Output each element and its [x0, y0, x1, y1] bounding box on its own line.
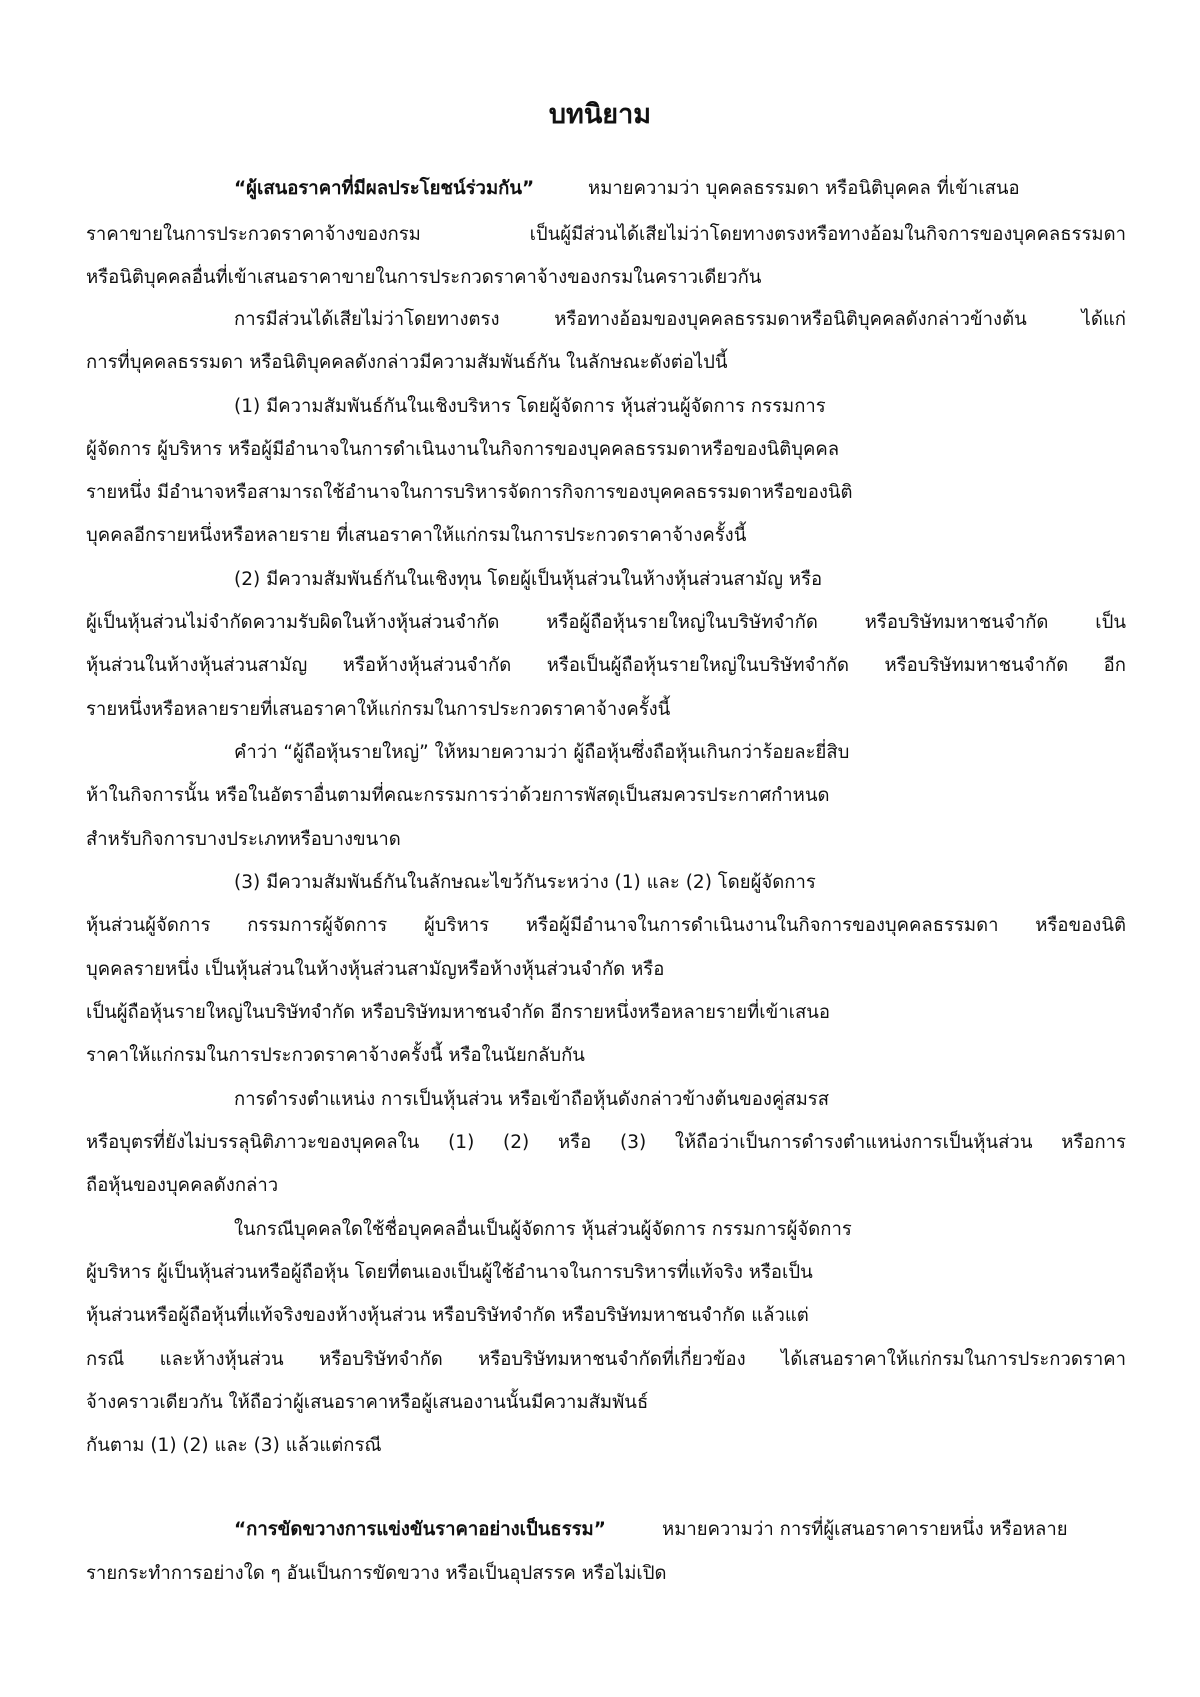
paragraph-line: ราคาให้แก่กรมในการประกวดราคาจ้างครั้งนี้ หรือในนัยกลับกัน: [86, 1045, 585, 1066]
paragraph-line: ราคาขายในการประกวดราคาจ้างของกรม เป็นผู้มีส่วนได้เสียไม่ว่าโดยทางตรงหรือทางอ้อมในกิจการของบุคคลธรรมดา: [86, 224, 1126, 245]
paragraph-line: คำว่า “ผู้ถือหุ้นรายใหญ่” ให้หมายความว่า ผู้ถือหุ้นซึ่งถือหุ้นเกินกว่าร้อยละยี่สิบ: [234, 742, 850, 763]
paragraph-line: (1) มีความสัมพันธ์กันในเชิงบริหาร โดยผู้จัดการ หุ้นส่วนผู้จัดการ กรรมการ: [234, 396, 826, 417]
paragraph-line: ผู้เป็นหุ้นส่วนไม่จำกัดความรับผิดในห้างหุ้นส่วนจำกัด หรือผู้ถือหุ้นรายใหญ่ในบริษัทจำกัด หรือบริษัทมหาชนจำกัด เป็น: [86, 612, 1126, 633]
paragraph-line: เป็นผู้ถือหุ้นรายใหญ่ในบริษัทจำกัด หรือบริษัทมหาชนจำกัด อีกรายหนึ่งหรือหลายรายที่เข้าเสนอ: [86, 1002, 830, 1023]
term-joint-interest-bidder: “ผู้เสนอราคาที่มีผลประโยชน์ร่วมกัน”: [234, 178, 535, 199]
paragraph-line: กันตาม (1) (2) และ (3) แล้วแต่กรณี: [86, 1435, 382, 1456]
paragraph-line: ในกรณีบุคคลใดใช้ชื่อบุคคลอื่นเป็นผู้จัดการ หุ้นส่วนผู้จัดการ กรรมการผู้จัดการ: [234, 1219, 852, 1240]
paragraph-line: รายหนึ่ง มีอำนาจหรือสามารถใช้อำนาจในการบริหารจัดการกิจการของบุคคลธรรมดาหรือของนิติ: [86, 482, 853, 503]
paragraph-line: หรือนิติบุคคลอื่นที่เข้าเสนอราคาขายในการประกวดราคาจ้างของกรมในคราวเดียวกัน: [86, 267, 762, 288]
paragraph-line: การที่บุคคลธรรมดา หรือนิติบุคคลดังกล่าวมีความสัมพันธ์กัน ในลักษณะดังต่อไปนี้: [86, 352, 728, 373]
paragraph-line: หุ้นส่วนหรือผู้ถือหุ้นที่แท้จริงของห้างหุ้นส่วน หรือบริษัทจำกัด หรือบริษัทมหาชนจำกัด แล้วแต่: [86, 1305, 809, 1326]
paragraph-line: (2) มีความสัมพันธ์กันในเชิงทุน โดยผู้เป็นหุ้นส่วนในห้างหุ้นส่วนสามัญ หรือ: [234, 569, 823, 590]
paragraph-line: หุ้นส่วนในห้างหุ้นส่วนสามัญ หรือห้างหุ้นส่วนจำกัด หรือเป็นผู้ถือหุ้นรายใหญ่ในบริษัทจำกัด หรือบริษัทมหาชนจำกัด อีก: [86, 655, 1126, 676]
paragraph-line: ผู้บริหาร ผู้เป็นหุ้นส่วนหรือผู้ถือหุ้น โดยที่ตนเองเป็นผู้ใช้อำนาจในการบริหารที่แท้จริง หรือเป็น: [86, 1262, 813, 1283]
paragraph-line: สำหรับกิจการบางประเภทหรือบางขนาด: [86, 829, 401, 850]
paragraph-line: รายหนึ่งหรือหลายรายที่เสนอราคาให้แก่กรมในการประกวดราคาจ้างครั้งนี้: [86, 699, 671, 720]
paragraph-line: ผู้จัดการ ผู้บริหาร หรือผู้มีอำนาจในการดำเนินงานในกิจการของบุคคลธรรมดาหรือของนิติบุคคล: [86, 439, 840, 460]
paragraph-line: (3) มีความสัมพันธ์กันในลักษณะไขว้กันระหว่าง (1) และ (2) โดยผู้จัดการ: [234, 872, 816, 893]
page-title: บทนิยาม: [548, 99, 652, 130]
paragraph-line: หุ้นส่วนผู้จัดการ กรรมการผู้จัดการ ผู้บริหาร หรือผู้มีอำนาจในการดำเนินงานในกิจการของบุคคลธรรมดา หรือของนิติ: [86, 915, 1126, 936]
paragraph-line: ห้าในกิจการนั้น หรือในอัตราอื่นตามที่คณะกรรมการว่าด้วยการพัสดุเป็นสมควรประกาศกำหนด: [86, 785, 830, 806]
paragraph-line: การมีส่วนได้เสียไม่ว่าโดยทางตรง หรือทางอ้อมของบุคคลธรรมดาหรือนิติบุคคลดังกล่าวข้างต้น ได้แก่: [234, 309, 1126, 330]
paragraph-line: การดำรงตำแหน่ง การเป็นหุ้นส่วน หรือเข้าถือหุ้นดังกล่าวข้างต้นของคู่สมรส: [234, 1089, 829, 1110]
term-obstructing-fair-competition: “การขัดขวางการแข่งขันราคาอย่างเป็นธรรม”: [234, 1519, 606, 1540]
paragraph-line: ถือหุ้นของบุคคลดังกล่าว: [86, 1175, 279, 1196]
term-heading: [234, 176, 534, 202]
paragraph-line: หมายความว่า การที่ผู้เสนอราคารายหนึ่ง หรือหลาย: [662, 1519, 1068, 1540]
paragraph-line: กรณี และห้างหุ้นส่วน หรือบริษัทจำกัด หรือบริษัทมหาชนจำกัดที่เกี่ยวข้อง ได้เสนอราคาให้แก่กรมในการประกวดราคา: [86, 1349, 1126, 1370]
paragraph-line: หรือบุตรที่ยังไม่บรรลุนิติภาวะของบุคคลใน (1) (2) หรือ (3) ให้ถือว่าเป็นการดำรงตำแหน่งการเป็นหุ้นส่วน หรือการ: [86, 1132, 1126, 1153]
paragraph-line: หมายความว่า บุคคลธรรมดา หรือนิติบุคคล ที่เข้าเสนอ: [588, 178, 1020, 199]
paragraph-line: บุคคลอีกรายหนึ่งหรือหลายราย ที่เสนอราคาให้แก่กรมในการประกวดราคาจ้างครั้งนี้: [86, 525, 747, 546]
paragraph-line: จ้างคราวเดียวกัน ให้ถือว่าผู้เสนอราคาหรือผู้เสนองานนั้นมีความสัมพันธ์: [86, 1392, 649, 1413]
paragraph-line: รายกระทำการอย่างใด ๆ อันเป็นการขัดขวาง หรือเป็นอุปสรรค หรือไม่เปิด: [86, 1563, 667, 1584]
term-heading: [234, 1517, 606, 1543]
paragraph-line: บุคคลรายหนึ่ง เป็นหุ้นส่วนในห้างหุ้นส่วนสามัญหรือห้างหุ้นส่วนจำกัด หรือ: [86, 959, 665, 980]
